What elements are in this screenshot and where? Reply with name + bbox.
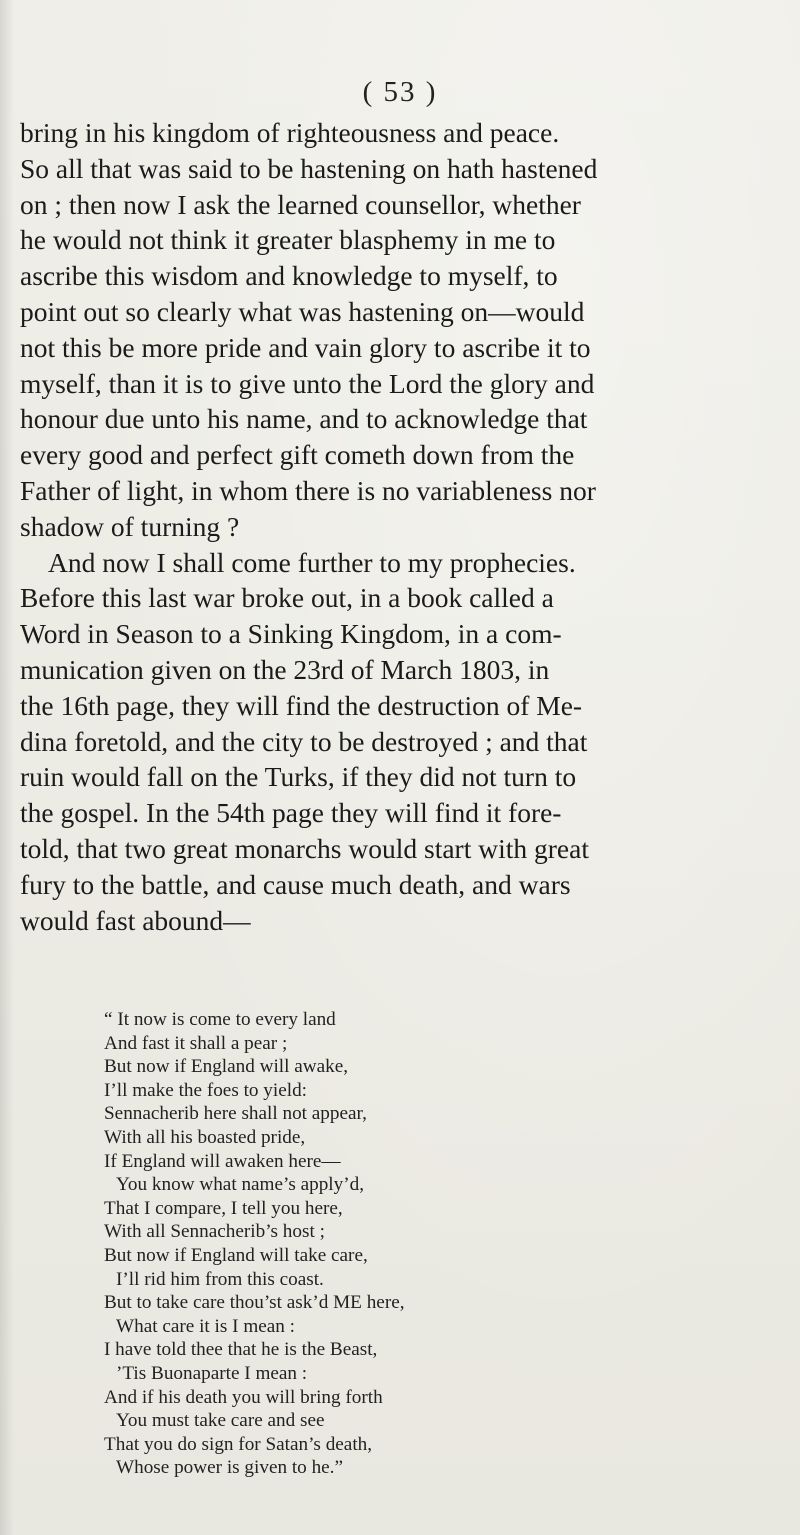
verse-line: I’ll make the foes to yield: bbox=[104, 1079, 308, 1101]
verse-line: That I compare, I tell you here, bbox=[104, 1197, 343, 1219]
prose-line: the gospel. In the 54th page they will find it fore- bbox=[20, 797, 562, 829]
page-edge-shadow bbox=[0, 0, 14, 1535]
verse-block bbox=[104, 1008, 744, 1480]
prose-line: on ; then now I ask the learned counsellor, whether bbox=[20, 188, 581, 220]
verse-line: But now if England will take care, bbox=[104, 1244, 368, 1266]
verse-line: What care it is I mean : bbox=[116, 1315, 296, 1337]
prose-line: Before this last war broke out, in a book called a bbox=[20, 582, 554, 614]
verse-line: With all his boasted pride, bbox=[104, 1126, 306, 1148]
prose-line: bring in his kingdom of righteousness and peace. bbox=[20, 117, 560, 148]
verse-line: If England will awaken here— bbox=[104, 1150, 341, 1172]
prose-line: myself, than it is to give unto the Lord the glory and bbox=[20, 367, 595, 399]
prose-body bbox=[20, 115, 762, 938]
prose-line: munication given on the 23rd of March 1803, in bbox=[20, 653, 550, 685]
page-number: ( 53 ) bbox=[362, 76, 438, 108]
prose-line: every good and perfect gift cometh down from the bbox=[20, 439, 575, 471]
verse-line: But now if England will awake, bbox=[104, 1056, 349, 1078]
prose-line: point out so clearly what was hastening on—would bbox=[20, 295, 585, 327]
prose-line: told, that two great monarchs would start with great bbox=[20, 832, 589, 864]
prose-line: not this be more pride and vain glory to ascribe it to bbox=[20, 331, 591, 363]
verse-line: That you do sign for Satan’s death, bbox=[104, 1433, 373, 1455]
verse-line: Whose power is given to he.” bbox=[116, 1457, 343, 1479]
verse-line: “ It now is come to every land bbox=[104, 1009, 336, 1030]
verse-line: But to take care thou’st ask’d ME here, bbox=[104, 1292, 405, 1314]
verse-line: With all Sennacherib’s host ; bbox=[104, 1221, 325, 1243]
prose-line: And now I shall come further to my prophecies. bbox=[48, 546, 576, 578]
verse-line: You must take care and see bbox=[116, 1410, 325, 1432]
prose-line: So all that was said to be hastening on hath hastened bbox=[20, 152, 598, 184]
prose-line: the 16th page, they will find the destruction of Me- bbox=[20, 689, 583, 721]
prose-line: honour due unto his name, and to acknowledge that bbox=[20, 403, 588, 435]
prose-line: Father of light, in whom there is no variableness nor bbox=[20, 474, 596, 506]
verse-line: ’Tis Buonaparte I mean : bbox=[116, 1362, 308, 1384]
prose-line: would fast abound— bbox=[20, 904, 251, 936]
prose-line: he would not think it greater blasphemy in me to bbox=[20, 224, 556, 256]
verse-line: And fast it shall a pear ; bbox=[104, 1032, 288, 1054]
prose-line: fury to the battle, and cause much death, and wars bbox=[20, 868, 571, 900]
prose-line: Word in Season to a Sinking Kingdom, in a com- bbox=[20, 618, 562, 650]
prose-line: dina foretold, and the city to be destroyed ; and that bbox=[20, 725, 588, 757]
verse-line: You know what name’s apply’d, bbox=[116, 1174, 365, 1196]
verse-line: I have told thee that he is the Beast, bbox=[104, 1339, 378, 1361]
verse-line: And if his death you will bring forth bbox=[104, 1386, 383, 1408]
prose-line: ruin would fall on the Turks, if they did not turn to bbox=[20, 761, 577, 793]
prose-line: shadow of turning ? bbox=[20, 510, 240, 542]
verse-line: Sennacherib here shall not appear, bbox=[104, 1103, 367, 1125]
prose-line: ascribe this wisdom and knowledge to myself, to bbox=[20, 260, 558, 292]
verse-line: I’ll rid him from this coast. bbox=[116, 1268, 324, 1290]
